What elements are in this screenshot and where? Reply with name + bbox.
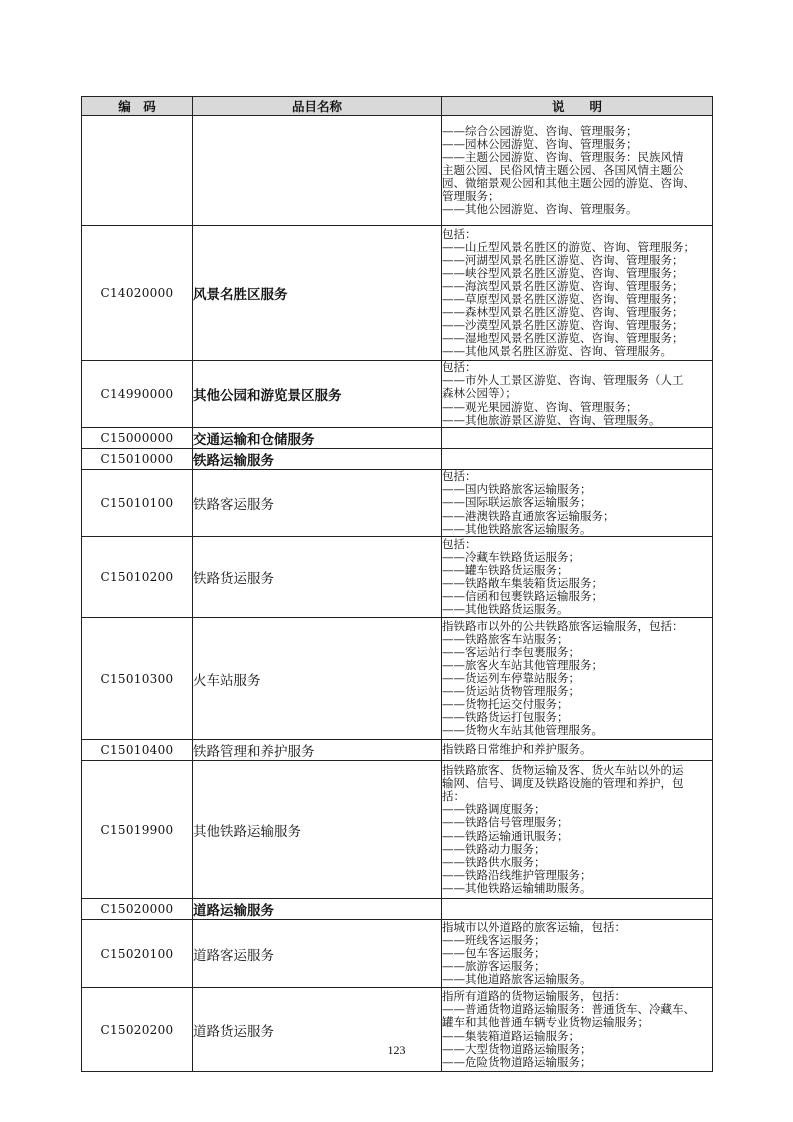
description-line: 指铁路旅客、货物运输及客、货火车站以外的运: [442, 764, 684, 778]
item-name: 铁路货运服务: [193, 537, 442, 618]
description-line: ——集装箱道路运输服务；: [442, 1029, 580, 1043]
description-line: ——其他道路旅客运输服务。: [442, 973, 592, 987]
description-line: ——海滨型风景名胜区游览、咨询、管理服务；: [442, 279, 684, 293]
description-line: ——货物火车站其他管理服务。: [442, 724, 603, 738]
item-code: C15010300: [82, 618, 193, 740]
description-line: ——信函和包裹铁路运输服务；: [442, 590, 603, 604]
item-name: [193, 116, 442, 226]
description-line: 包括：: [442, 227, 477, 241]
item-name: 火车站服务: [193, 618, 442, 740]
description-line: ——湿地型风景名胜区游览、咨询、管理服务；: [442, 332, 684, 346]
catalog-table: [81, 96, 713, 1072]
item-description: [442, 899, 713, 920]
item-description: [442, 988, 713, 1072]
table-row: [82, 761, 713, 899]
item-code: C15010200: [82, 537, 193, 618]
description-line: 括：: [442, 790, 465, 804]
item-description: [442, 618, 713, 740]
description-line: ——铁路货运打包服务；: [442, 711, 569, 725]
description-line: 包括：: [442, 537, 477, 551]
item-description: [442, 361, 713, 428]
item-code: C15010400: [82, 740, 193, 761]
item-description: [442, 537, 713, 618]
description-line: ——大型货物道路运输服务；: [442, 1042, 592, 1056]
table-row: [82, 618, 713, 740]
description-line: 指城市以外道路的旅客运输，包括：: [442, 920, 626, 934]
item-code: C15000000: [82, 428, 193, 449]
item-description: [442, 449, 713, 470]
description-line: 包括：: [442, 470, 477, 484]
item-name: 其他铁路运输服务: [193, 761, 442, 899]
description-line: ——其他公园游览、咨询、管理服务。: [442, 203, 638, 217]
item-name: 风景名胜区服务: [193, 226, 442, 361]
description-line: ——危险货物道路运输服务；: [442, 1055, 592, 1069]
description-line: 指铁路日常维护和养护服务。: [442, 743, 592, 757]
description-line: ——班线客运服务；: [442, 933, 546, 947]
description-line: ——铁路沿线维护管理服务；: [442, 868, 592, 882]
description-line: ——其他风景名胜区游览、咨询、管理服务。: [442, 345, 672, 359]
item-description: [442, 740, 713, 761]
description-line: ——主题公园游览、咨询、管理服务：民族风情: [442, 150, 684, 164]
description-line: ——铁路调度服务；: [442, 803, 546, 817]
description-line: ——其他铁路货运服务。: [442, 603, 569, 617]
table-header-row: [82, 97, 713, 116]
item-name: 铁路运输服务: [193, 449, 442, 470]
description-line: ——峡谷型风景名胜区游览、咨询、管理服务；: [442, 266, 684, 280]
description-line: ——国内铁路旅客运输服务；: [442, 483, 592, 497]
description-line: 包括：: [442, 361, 477, 375]
description-line: ——其他旅游景区游览、咨询、管理服务。: [442, 413, 661, 427]
item-name: 道路客运服务: [193, 920, 442, 988]
description-line: 森林公园等）；: [442, 387, 517, 401]
item-name: 铁路管理和养护服务: [193, 740, 442, 761]
item-name: 铁路客运服务: [193, 470, 442, 537]
table-row: [82, 899, 713, 920]
item-description: [442, 116, 713, 226]
item-code: [82, 116, 193, 226]
description-line: ——罐车铁路货运服务；: [442, 563, 569, 577]
item-description: [442, 470, 713, 537]
item-code: C14990000: [82, 361, 193, 428]
description-line: ——山丘型风景名胜区的游览、咨询、管理服务；: [442, 240, 695, 254]
table-row: [82, 470, 713, 537]
description-line: ——铁路动力服务；: [442, 842, 546, 856]
table-row: [82, 428, 713, 449]
description-line: ——铁路供水服务；: [442, 855, 546, 869]
description-line: ——铁路信号管理服务；: [442, 816, 569, 830]
item-name: 交通运输和仓储服务: [193, 428, 442, 449]
table-row: [82, 920, 713, 988]
item-description: [442, 761, 713, 899]
table-row: [82, 988, 713, 1072]
item-name: 其他公园和游览景区服务: [193, 361, 442, 428]
description-line: 主题公园、民俗风情主题公园、各国风情主题公: [442, 163, 684, 177]
description-line: ——铁路运输通讯服务；: [442, 829, 569, 843]
table-body: [82, 116, 713, 1072]
description-line: ——冷藏车铁路货运服务；: [442, 550, 580, 564]
description-line: 管理服务；: [442, 190, 500, 204]
description-line: 指铁路市以外的公共铁路旅客运输服务，包括：: [442, 619, 684, 633]
page-number: 123: [387, 1043, 406, 1057]
item-name: 道路运输服务: [193, 899, 442, 920]
table-row: [82, 361, 713, 428]
description-line: ——国际联运旅客运输服务；: [442, 496, 592, 510]
header-item-name: 品目名称: [193, 97, 442, 116]
description-line: ——旅客火车站其他管理服务；: [442, 658, 603, 672]
description-line: ——包车客运服务；: [442, 946, 546, 960]
description-line: ——园林公园游览、咨询、管理服务；: [442, 137, 638, 151]
description-line: 输网、信号、调度及铁路设施的管理和养护，包: [442, 777, 684, 791]
item-code: C15010000: [82, 449, 193, 470]
description-line: ——草原型风景名胜区游览、咨询、管理服务；: [442, 293, 684, 306]
table-row: [82, 740, 713, 761]
item-code: C15019900: [82, 761, 193, 899]
header-code: 编 码: [82, 97, 193, 116]
description-line: ——货运站货物管理服务；: [442, 685, 580, 699]
description-line: ——货物托运交付服务；: [442, 698, 569, 712]
description-line: ——河湖型风景名胜区游览、咨询、管理服务；: [442, 253, 684, 267]
table-row: [82, 537, 713, 618]
item-code: C15020200: [82, 988, 193, 1072]
description-line: ——其他铁路运输辅助服务。: [442, 881, 592, 895]
description-line: ——综合公园游览、咨询、管理服务；: [442, 124, 638, 138]
table-row: [82, 116, 713, 226]
header-description: 说 明: [442, 97, 713, 116]
description-line: ——普通货物道路运输服务：普通货车、冷藏车、: [442, 1003, 695, 1017]
description-line: 园、微缩景观公园和其他主题公园的游览、咨询、: [442, 177, 695, 191]
description-line: 指所有道路的货物运输服务，包括：: [442, 990, 626, 1004]
description-line: ——铁路敞车集装箱货运服务；: [442, 577, 603, 590]
description-line: ——旅游客运服务；: [442, 960, 546, 974]
description-line: ——货运列车停靠站服务；: [442, 671, 580, 685]
item-code: C14020000: [82, 226, 193, 361]
item-description: [442, 920, 713, 988]
table-row: [82, 449, 713, 470]
item-description: [442, 428, 713, 449]
description-line: ——沙漠型风景名胜区游览、咨询、管理服务；: [442, 319, 684, 333]
description-line: ——铁路旅客车站服务；: [442, 632, 569, 646]
description-line: ——观光果园游览、咨询、管理服务；: [442, 400, 638, 414]
description-line: ——其他铁路旅客运输服务。: [442, 522, 592, 536]
description-line: ——客运站行李包裹服务；: [442, 645, 580, 659]
item-code: C15020000: [82, 899, 193, 920]
item-description: [442, 226, 713, 361]
description-line: ——港澳铁路直通旅客运输服务；: [442, 509, 615, 523]
description-line: ——市外人工景区游览、咨询、管理服务（人工: [442, 374, 684, 388]
table-row: [82, 226, 713, 361]
item-code: C15010100: [82, 470, 193, 537]
description-line: ——森林型风景名胜区游览、咨询、管理服务；: [442, 306, 684, 320]
item-code: C15020100: [82, 920, 193, 988]
item-name: 道路货运服务: [193, 988, 442, 1072]
description-line: 罐车和其他普通车辆专业货物运输服务；: [442, 1016, 649, 1030]
